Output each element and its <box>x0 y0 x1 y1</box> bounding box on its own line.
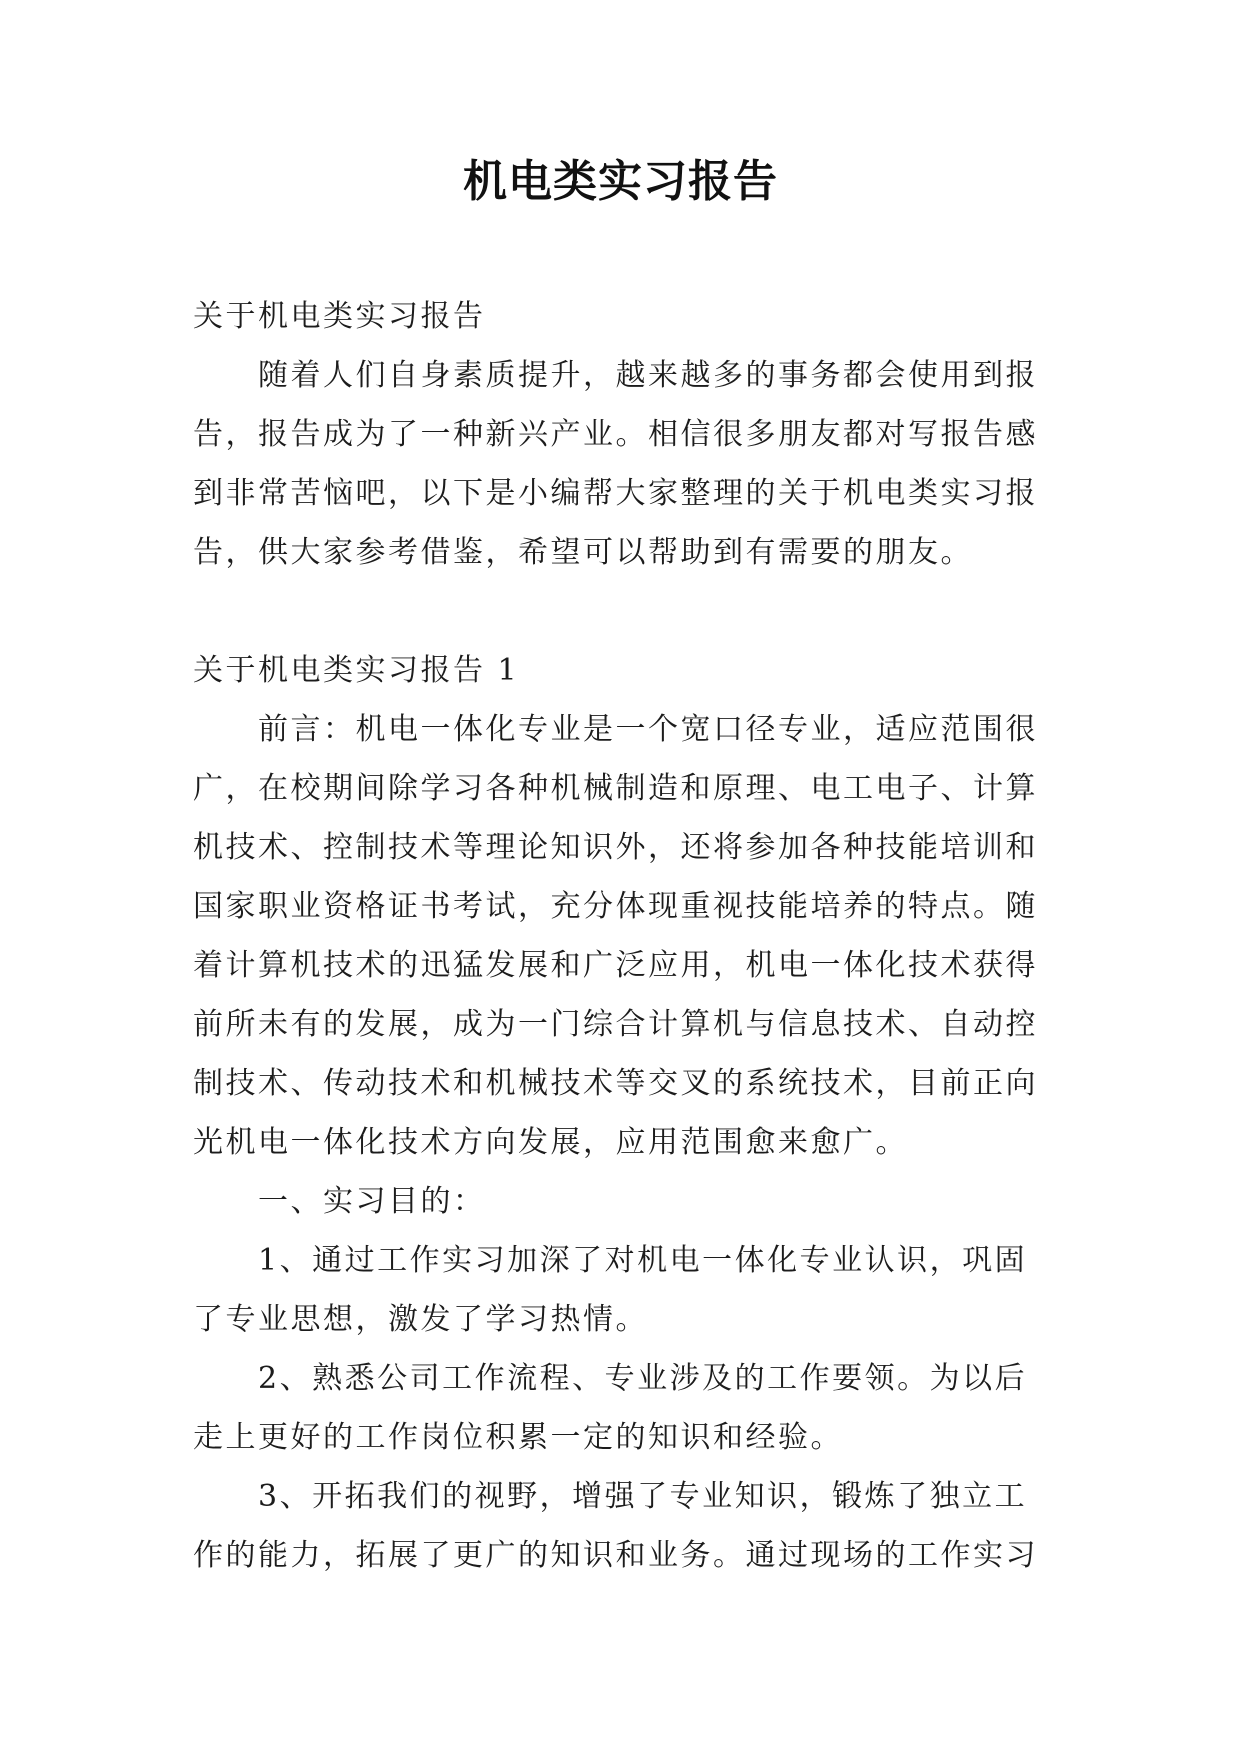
section-heading: 关于机电类实习报告 <box>193 299 486 334</box>
paragraph-line: 国家职业资格证书考试，充分体现重视技能培养的特点。随 <box>193 889 1038 924</box>
paragraph-line: 1、通过工作实习加深了对机电一体化专业认识，巩固 <box>258 1243 1028 1278</box>
paragraph-line: 着计算机技术的迅猛发展和广泛应用，机电一体化技术获得 <box>193 948 1038 983</box>
paragraph-line: 机技术、控制技术等理论知识外，还将参加各种技能培训和 <box>193 830 1038 865</box>
section-heading: 关于机电类实习报告 1 <box>193 653 520 688</box>
document-body <box>193 287 1058 1585</box>
paragraph-line: 前言：机电一体化专业是一个宽口径专业，适应范围很 <box>258 712 1038 747</box>
paragraph-line: 告，报告成为了一种新兴产业。相信很多朋友都对写报告感 <box>193 417 1038 452</box>
paragraph-line: 广，在校期间除学习各种机械制造和原理、电工电子、计算 <box>193 771 1038 806</box>
paragraph-line: 告，供大家参考借鉴，希望可以帮助到有需要的朋友。 <box>193 535 973 570</box>
paragraph-line: 随着人们自身素质提升，越来越多的事务都会使用到报 <box>258 358 1038 393</box>
paragraph-line: 到非常苦恼吧，以下是小编帮大家整理的关于机电类实习报 <box>193 476 1038 511</box>
paragraph-line: 2、熟悉公司工作流程、专业涉及的工作要领。为以后 <box>258 1361 1028 1396</box>
paragraph-line: 光机电一体化技术方向发展，应用范围愈来愈广。 <box>193 1125 908 1160</box>
paragraph-line: 3、开拓我们的视野，增强了专业知识，锻炼了独立工 <box>258 1479 1028 1514</box>
paragraph-line: 了专业思想，激发了学习热情。 <box>193 1302 648 1337</box>
page-title: 机电类实习报告 <box>463 156 778 207</box>
paragraph-gap <box>193 582 1058 641</box>
paragraph-line: 走上更好的工作岗位积累一定的知识和经验。 <box>193 1420 843 1455</box>
paragraph-line: 作的能力，拓展了更广的知识和业务。通过现场的工作实习 <box>193 1538 1038 1573</box>
paragraph-line: 制技术、传动技术和机械技术等交叉的系统技术，目前正向 <box>193 1066 1038 1101</box>
subsection-heading: 一、实习目的： <box>258 1184 486 1219</box>
paragraph-line: 前所未有的发展，成为一门综合计算机与信息技术、自动控 <box>193 1007 1038 1042</box>
